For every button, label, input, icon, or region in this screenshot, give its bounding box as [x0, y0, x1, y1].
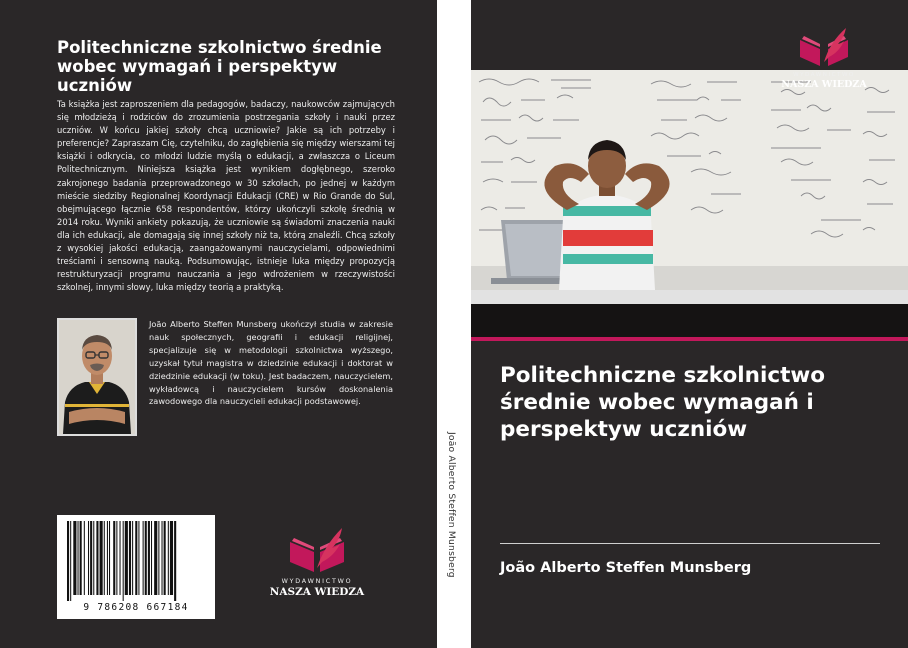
barcode-bar: [162, 521, 163, 595]
barcode-bar: [107, 521, 108, 595]
barcode-bar: [96, 521, 98, 595]
barcode-bar: [135, 521, 137, 595]
barcode-bar: [174, 521, 176, 601]
barcode-bar: [129, 521, 131, 595]
barcode-bar: [120, 521, 121, 595]
barcode-bar: [151, 521, 152, 595]
author-photo: [57, 318, 137, 436]
book-quill-logo-icon: [776, 24, 872, 68]
publisher-logo-back: [262, 522, 372, 602]
publisher-line2-front: NASZA WIEDZA: [781, 79, 867, 90]
barcode-bar: [90, 521, 92, 595]
barcode-bar: [168, 521, 169, 595]
barcode-bar: [104, 521, 105, 595]
barcode-bar: [164, 521, 166, 595]
barcode-bar: [116, 521, 117, 595]
barcode-bar: [73, 521, 76, 595]
cover-band-dark: [471, 304, 908, 337]
barcode-bar: [143, 521, 144, 595]
accent-line: [471, 337, 908, 341]
barcode-bar: [78, 521, 79, 595]
front-cover-title: Politechniczne szkolnictwo średnie wobec wymagań i perspektyw uczniów: [500, 363, 825, 442]
barcode-bar: [88, 521, 89, 595]
author-bio: João Alberto Steffen Munsberg ukończył studia w zakresie nauk społecznych, geografii i edukacji religijnej, specjalizuje się w metodologii szkolnictwa wyższego, uzyskał tytuł magistra w dziedzinie edukacji i doktorat w dziedzinie edukacji (w toku). Jest badaczem, nauczycielem, wykładowcą i nauczycielem kursów doskonalenia zawodowego dla nauczycieli edukacji podstawowej.: [149, 319, 393, 407]
front-cover-author: João Alberto Steffen Munsberg: [500, 560, 752, 576]
barcode-bar: [100, 521, 103, 595]
barcode-bar: [138, 521, 139, 595]
publisher-line1-front: WYDAWNICTWO: [793, 72, 855, 78]
barcode-bar: [123, 521, 124, 601]
barcode-bar: [158, 521, 159, 595]
publisher-logo-front: [776, 24, 872, 96]
barcode-bar: [132, 521, 133, 595]
barcode-bar: [80, 521, 82, 595]
barcode-bar: [67, 521, 69, 601]
barcode-bar: [93, 521, 94, 595]
spine-author: João Alberto Steffen Munsberg: [446, 432, 457, 578]
barcode-bar: [109, 521, 110, 595]
barcode-bar: [84, 521, 85, 595]
title-divider: [500, 543, 880, 544]
book-quill-logo-icon: [262, 522, 372, 574]
isbn-barcode: [57, 515, 215, 619]
back-cover-blurb: Ta książka jest zaproszeniem dla pedagogów, badaczy, naukowców zajmujących się młodzieżą i rodziców do zrozumienia postrzegania szkoły i nauki przez uczniów. W końcu jakiej szkoły chcą uczniowie? Jakie są ich potrzeby i preferencje? Zapraszam Cię, czytelniku, do zagłębienia się między wierszami tej książki i odkrycia, co młodzi ludzie myślą o edukacji, a zwłaszcza o Liceum Politechnicznym. Niniejsza książka jest wynikiem dogłębnego, szeroko zakrojonego badania przeprowadzonego w 30 szkołach, po jednej w każdym mieście siedziby Regionalnej Koordynacji Edukacji (CRE) w Rio Grande do Sul, obejmującego łącznie 658 respondentów, którzy ukończyli szkołę średnią w 2014 roku. Wyniki ankiety pokazują, że uczniowie są świadomi znaczenia nauki dla ich edukacji, ale domagają się innej szkoły niż ta, którą znaleźli. Chcą szkoły z wysokiej jakości edukacją, zaangażowanymi nauczycielami, odpowiednimi treściami i sensowną nauką. Podsumowując, istnieje luka między propozycją restrukturyzacji programu nauczania a jego wdrożeniem w rzeczywistości szkolnej, innymi słowy, luka między teorią a praktyką.: [57, 99, 395, 293]
back-cover-title: Politechniczne szkolnictwo średnie wobec wymagań i perspektyw uczniów: [57, 38, 382, 95]
student-at-whiteboard-image: [471, 70, 908, 290]
barcode-bar: [154, 521, 157, 595]
isbn-number: 9 786208 667184: [83, 602, 189, 613]
barcode-bars: [65, 521, 207, 601]
cover-photo: [471, 70, 908, 290]
barcode-bar: [170, 521, 173, 595]
barcode-bar: [113, 521, 115, 595]
barcode-bar: [125, 521, 128, 595]
author-portrait-image: [59, 320, 135, 434]
publisher-line2: NASZA WIEDZA: [269, 586, 365, 598]
barcode-bar: [70, 521, 71, 601]
barcode-bar: [148, 521, 150, 595]
barcode-bar: [145, 521, 147, 595]
publisher-line1: WYDAWNICTWO: [281, 578, 353, 585]
cover-band-light: [471, 290, 908, 304]
